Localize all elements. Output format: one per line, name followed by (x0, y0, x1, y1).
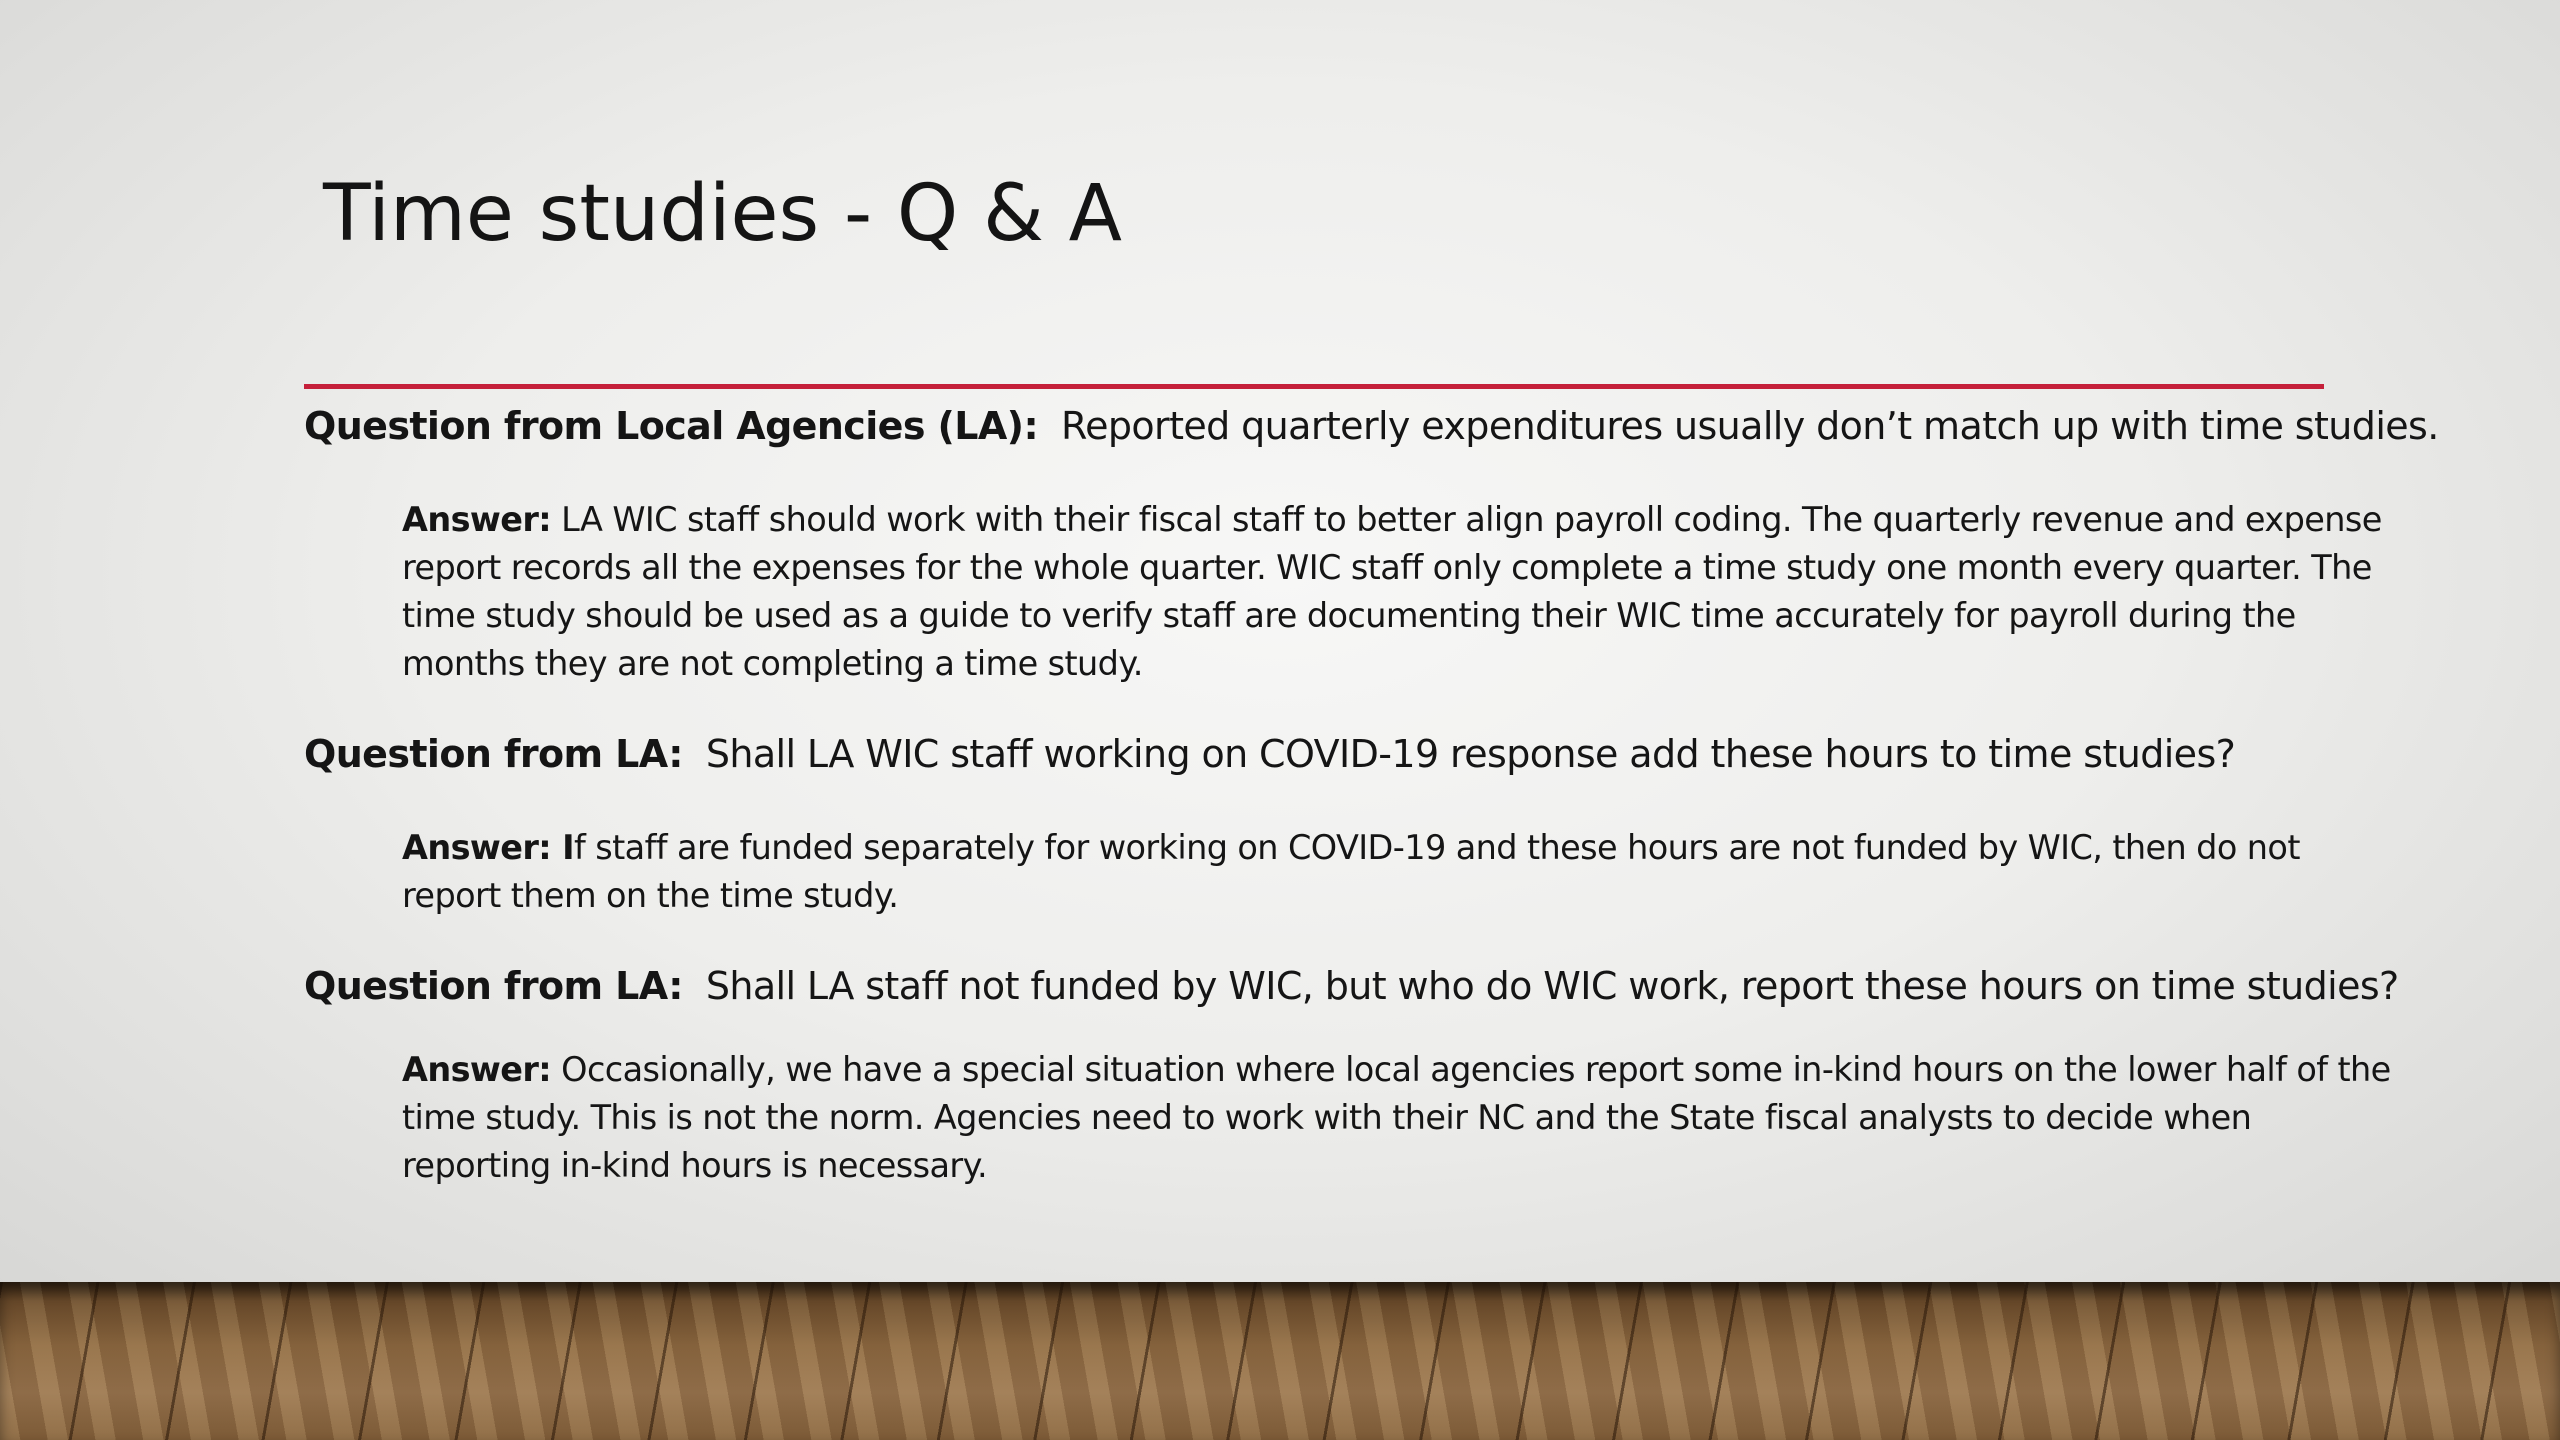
title-divider (304, 384, 2324, 389)
question-1 (304, 394, 2439, 458)
question-2 (304, 722, 2384, 786)
qa-content (304, 394, 2439, 1190)
answer-2 (402, 824, 2402, 920)
question-3-text: Shall LA staff not funded by WIC, but who do WIC work, report these hours on time studies? (705, 964, 2399, 1008)
answer-2-label: Answer: I (402, 828, 575, 867)
slide-title: Time studies - Q & A (323, 169, 1123, 259)
question-1-label: Question from Local Agencies (LA): (304, 404, 1039, 448)
answer-3-label: Answer: (402, 1050, 552, 1089)
question-3 (304, 954, 2399, 1018)
answer-3-text: Occasionally, we have a special situation where local agencies report some in-kind hours on the lower half of the time study. This is not the norm. Agencies need to work with their NC and the State fiscal analysts to decide when reporting in-kind hours is necessary. (402, 1050, 2391, 1185)
question-2-text: Shall LA WIC staff working on COVID-19 response add these hours to time studies? (705, 732, 2236, 776)
answer-1-label: Answer: (402, 500, 552, 539)
wood-floor-background (0, 1282, 2560, 1440)
question-3-label: Question from LA: (304, 964, 683, 1008)
question-2-label: Question from LA: (304, 732, 683, 776)
question-1-text: Reported quarterly expenditures usually don’t match up with time studies. (1061, 404, 2439, 448)
answer-2-text: f staff are funded separately for working on COVID-19 and these hours are not funded by WIC, then do not report them on the time study. (402, 828, 2300, 915)
answer-1 (402, 496, 2402, 688)
answer-3 (402, 1046, 2402, 1190)
answer-1-text: LA WIC staff should work with their fiscal staff to better align payroll coding. The quarterly revenue and expense report records all the expenses for the whole quarter. WIC staff only complete a time study one month every quarter. The time study should be used as a guide to verify staff are documenting their WIC time accurately for payroll during the months they are not completing a time study. (402, 500, 2382, 683)
